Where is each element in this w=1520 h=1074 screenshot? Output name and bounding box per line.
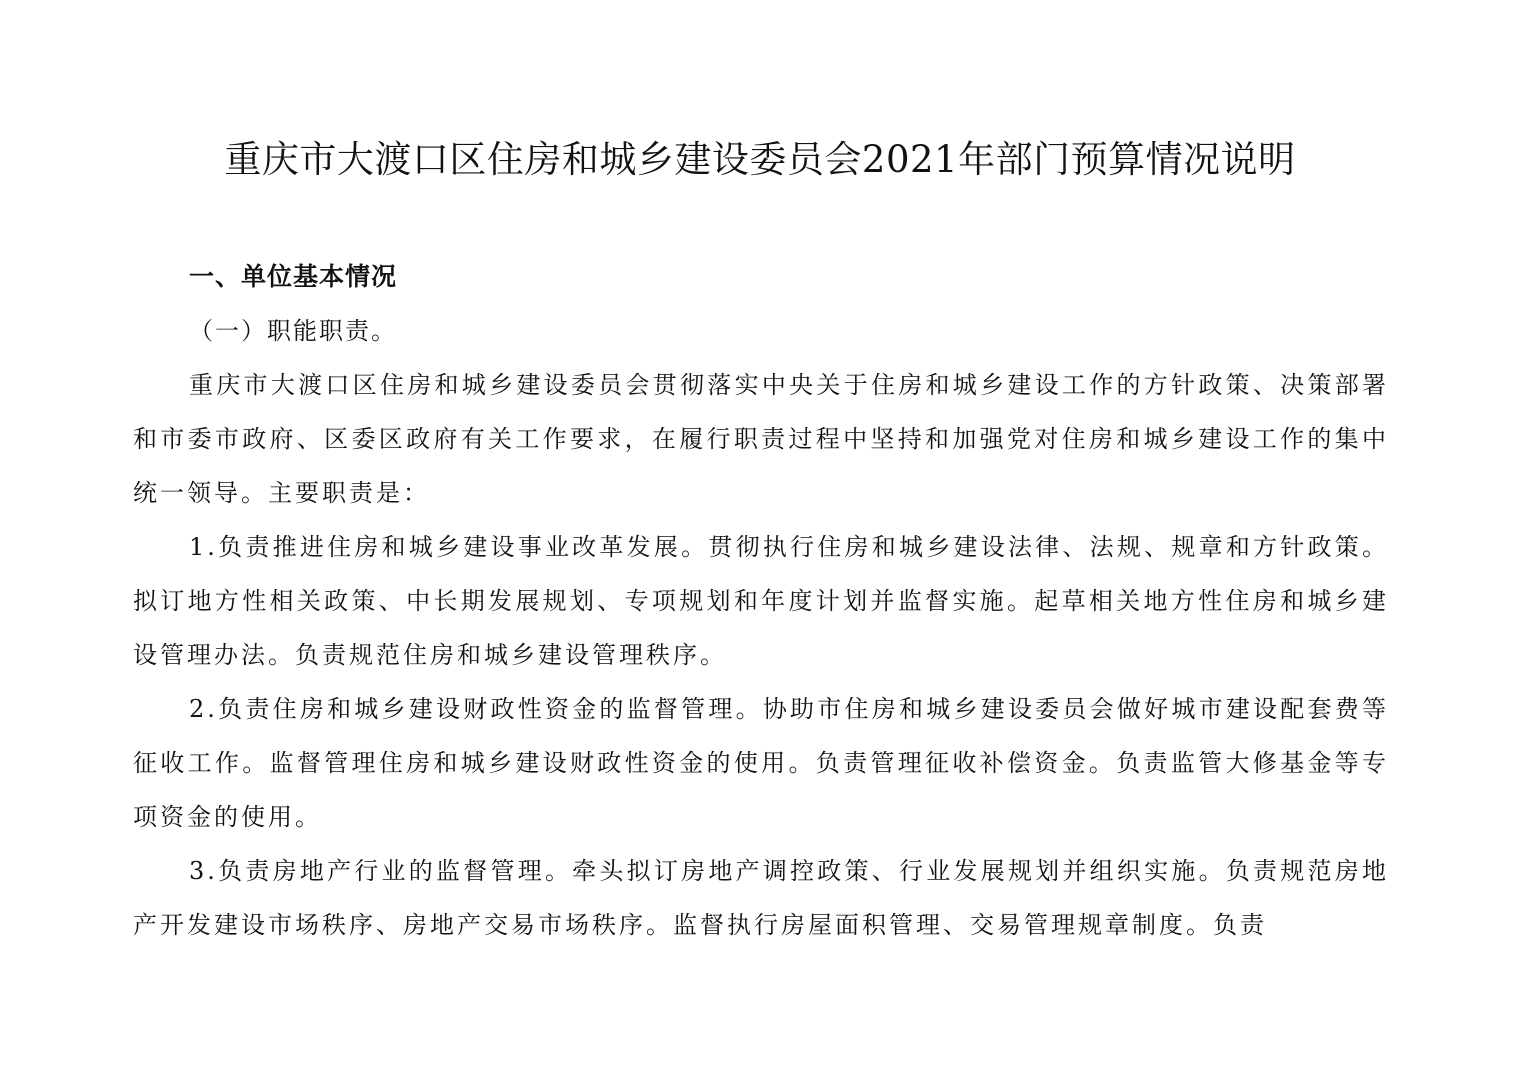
section-heading: 一、单位基本情况 <box>189 262 398 291</box>
document-body <box>133 250 1389 952</box>
document-title: 重庆市大渡口区住房和城乡建设委员会2021年部门预算情况说明 <box>224 138 1296 181</box>
paragraph-duty-1: 1.负责推进住房和城乡建设事业改革发展。贯彻执行住房和城乡建设法律、法规、规章和方针政策。拟订地方性相关政策、中长期发展规划、专项规划和年度计划并监督实施。起草相关地方性住房和城乡建设管理办法。负责规范住房和城乡建设管理秩序。 <box>133 533 1389 669</box>
subsection-heading: （一）职能职责。 <box>189 317 397 345</box>
paragraph-duty-3: 3.负责房地产行业的监督管理。牵头拟订房地产调控政策、行业发展规划并组织实施。负责规范房地产开发建设市场秩序、房地产交易市场秩序。监督执行房屋面积管理、交易管理规章制度。负责 <box>133 857 1389 939</box>
paragraph-duty-2: 2.负责住房和城乡建设财政性资金的监督管理。协助市住房和城乡建设委员会做好城市建设配套费等征收工作。监督管理住房和城乡建设财政性资金的使用。负责管理征收补偿资金。负责监管大修基金等专项资金的使用。 <box>133 695 1389 831</box>
paragraph-intro: 重庆市大渡口区住房和城乡建设委员会贯彻落实中央关于住房和城乡建设工作的方针政策、决策部署和市委市政府、区委区政府有关工作要求，在履行职责过程中坚持和加强党对住房和城乡建设工作的集中统一领导。主要职责是： <box>133 371 1389 507</box>
